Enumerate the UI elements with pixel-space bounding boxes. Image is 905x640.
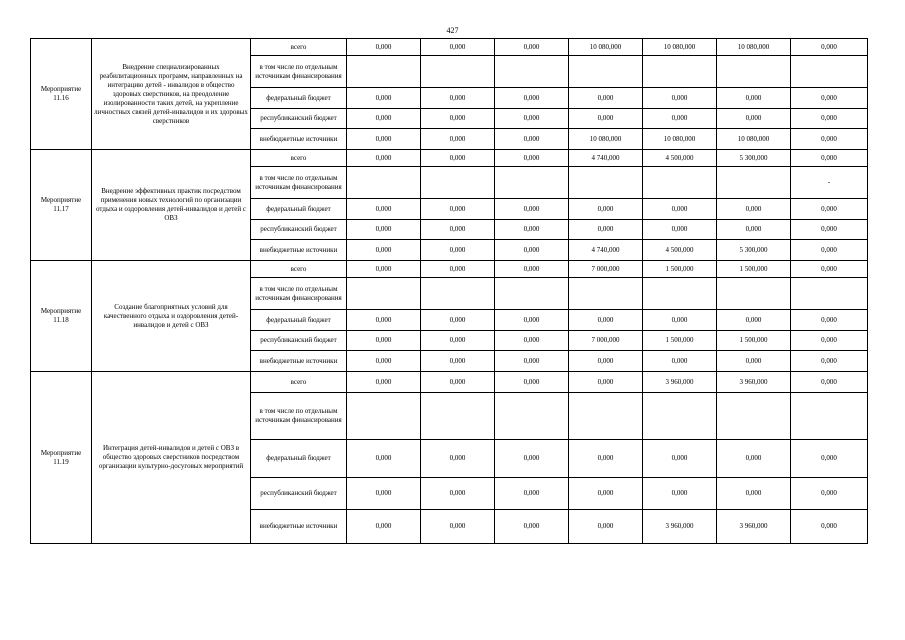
funding-source: внебюджетные источники [251,351,347,372]
amount-cell: 7 000,000 [569,261,643,278]
page-number: 427 [446,26,459,35]
funding-source: всего [251,261,347,278]
amount-cell [347,393,421,440]
amount-cell: 0,000 [347,129,421,150]
amount-cell: 0,000 [421,372,495,393]
funding-source: республиканский бюджет [251,478,347,510]
amount-cell: 0,000 [643,88,717,109]
amount-cell: 0,000 [643,109,717,129]
amount-cell [569,278,643,310]
funding-source: в том числе по отдельным источникам финансирования [251,393,347,440]
amount-cell: 0,000 [421,240,495,261]
amount-cell [421,167,495,199]
amount-cell: 0,000 [495,240,569,261]
amount-cell: 0,000 [495,129,569,150]
amount-cell: 0,000 [347,331,421,351]
amount-cell: 0,000 [421,440,495,478]
amount-cell: 0,000 [421,109,495,129]
measure-id: Мероприятие 11.19 [31,372,92,544]
amount-cell: 5 300,000 [717,150,791,167]
amount-cell: 0,000 [569,440,643,478]
amount-cell [569,167,643,199]
amount-cell [717,56,791,88]
table-row [31,150,868,167]
amount-cell: 0,000 [717,109,791,129]
amount-cell: 7 000,000 [569,331,643,351]
amount-cell: 0,000 [791,129,868,150]
table-row [31,39,868,56]
amount-cell: 0,000 [347,199,421,220]
funding-source: федеральный бюджет [251,88,347,109]
amount-cell: 0,000 [495,150,569,167]
amount-cell: 0,000 [569,88,643,109]
amount-cell: 0,000 [717,220,791,240]
amount-cell: 0,000 [569,478,643,510]
amount-cell: 0,000 [717,440,791,478]
amount-cell: 0,000 [347,510,421,544]
amount-cell: 0,000 [421,150,495,167]
amount-cell: 0,000 [495,199,569,220]
amount-cell: 10 080,000 [569,129,643,150]
amount-cell: 4 740,000 [569,240,643,261]
amount-cell [495,56,569,88]
table-row [31,372,868,393]
amount-cell [643,278,717,310]
amount-cell: 0,000 [421,129,495,150]
amount-cell: 0,000 [791,510,868,544]
amount-cell: 0,000 [347,478,421,510]
amount-cell: - [791,167,868,199]
amount-cell [347,167,421,199]
amount-cell: 0,000 [347,240,421,261]
amount-cell [569,393,643,440]
amount-cell: 0,000 [347,39,421,56]
amount-cell [495,393,569,440]
amount-cell: 0,000 [421,310,495,331]
amount-cell: 0,000 [421,88,495,109]
funding-source: внебюджетные источники [251,129,347,150]
amount-cell: 0,000 [791,220,868,240]
amount-cell: 0,000 [495,478,569,510]
amount-cell: 0,000 [421,331,495,351]
amount-cell [495,167,569,199]
amount-cell: 0,000 [495,109,569,129]
funding-source: федеральный бюджет [251,199,347,220]
amount-cell [421,56,495,88]
amount-cell: 0,000 [569,510,643,544]
amount-cell [347,56,421,88]
amount-cell [569,56,643,88]
amount-cell: 3 960,000 [717,510,791,544]
funding-source: федеральный бюджет [251,310,347,331]
table-row [31,261,868,278]
amount-cell: 0,000 [717,351,791,372]
measure-description: Внедрение эффективных практик посредством применения новых технологий по организации отдыха и оздоровления детей-инвалидов и детей с ОВЗ [92,150,251,261]
amount-cell: 0,000 [347,88,421,109]
amount-cell: 0,000 [421,351,495,372]
amount-cell: 0,000 [643,478,717,510]
amount-cell: 0,000 [495,440,569,478]
amount-cell: 0,000 [643,310,717,331]
funding-source: всего [251,39,347,56]
measure-id: Мероприятие 11.16 [31,39,92,150]
amount-cell: 10 080,000 [643,129,717,150]
amount-cell [717,278,791,310]
amount-cell: 0,000 [643,199,717,220]
amount-cell [717,393,791,440]
amount-cell: 0,000 [643,220,717,240]
amount-cell: 0,000 [569,372,643,393]
amount-cell [347,278,421,310]
amount-cell: 0,000 [791,351,868,372]
amount-cell: 0,000 [717,199,791,220]
amount-cell: 4 500,000 [643,150,717,167]
funding-source: в том числе по отдельным источникам финансирования [251,167,347,199]
amount-cell: 0,000 [347,351,421,372]
funding-source: республиканский бюджет [251,109,347,129]
amount-cell: 0,000 [569,199,643,220]
budget-table [30,38,868,544]
table-body [31,39,868,544]
funding-source: республиканский бюджет [251,220,347,240]
amount-cell [791,278,868,310]
amount-cell: 5 300,000 [717,240,791,261]
amount-cell: 1 500,000 [717,331,791,351]
funding-source: федеральный бюджет [251,440,347,478]
amount-cell: 0,000 [495,310,569,331]
amount-cell: 1 500,000 [717,261,791,278]
amount-cell [791,393,868,440]
amount-cell: 0,000 [347,310,421,331]
amount-cell [717,167,791,199]
amount-cell [495,278,569,310]
amount-cell: 0,000 [791,150,868,167]
amount-cell: 10 080,000 [717,129,791,150]
funding-source: всего [251,372,347,393]
amount-cell: 0,000 [495,261,569,278]
funding-source: внебюджетные источники [251,510,347,544]
amount-cell: 0,000 [569,310,643,331]
amount-cell: 0,000 [495,372,569,393]
amount-cell: 0,000 [421,510,495,544]
amount-cell: 4 740,000 [569,150,643,167]
measure-description: Интеграция детей-инвалидов и детей с ОВЗ в общество здоровых сверстников посредством организации культурно-досуговых мероприятий [92,372,251,544]
measure-id: Мероприятие 11.17 [31,150,92,261]
amount-cell: 0,000 [643,440,717,478]
measure-description: Внедрение специализированных реабилитационных программ, направленных на интеграцию детей - инвалидов в общество здоровых сверстников, на преодоление изолированности таких детей, на укрепление личностных связей детей-инвалидов и их здоровых сверстников [92,39,251,150]
funding-source: республиканский бюджет [251,331,347,351]
amount-cell: 0,000 [791,39,868,56]
amount-cell: 1 500,000 [643,331,717,351]
amount-cell: 0,000 [495,220,569,240]
amount-cell: 3 960,000 [643,372,717,393]
amount-cell: 0,000 [791,331,868,351]
amount-cell [643,393,717,440]
funding-source: в том числе по отдельным источникам финансирования [251,56,347,88]
amount-cell: 3 960,000 [717,372,791,393]
amount-cell: 0,000 [791,88,868,109]
amount-cell: 0,000 [347,109,421,129]
amount-cell: 0,000 [495,39,569,56]
amount-cell: 0,000 [791,372,868,393]
amount-cell: 0,000 [421,478,495,510]
amount-cell: 0,000 [569,109,643,129]
amount-cell: 0,000 [495,88,569,109]
amount-cell: 0,000 [791,199,868,220]
amount-cell: 0,000 [791,261,868,278]
amount-cell: 0,000 [791,240,868,261]
amount-cell: 0,000 [717,310,791,331]
amount-cell: 0,000 [717,478,791,510]
funding-source: внебюджетные источники [251,240,347,261]
amount-cell: 0,000 [347,150,421,167]
amount-cell [643,167,717,199]
amount-cell: 10 080,000 [643,39,717,56]
amount-cell: 0,000 [347,440,421,478]
amount-cell: 0,000 [495,331,569,351]
amount-cell: 0,000 [347,220,421,240]
amount-cell: 0,000 [421,199,495,220]
amount-cell: 0,000 [347,261,421,278]
amount-cell: 0,000 [791,478,868,510]
amount-cell: 0,000 [717,88,791,109]
funding-source: в том числе по отдельным источникам финансирования [251,278,347,310]
amount-cell: 0,000 [495,351,569,372]
amount-cell: 0,000 [569,220,643,240]
amount-cell [643,56,717,88]
measure-description: Создание благоприятных условий для качественного отдыха и оздоровления детей-инвалидов и детей с ОВЗ [92,261,251,372]
amount-cell [421,393,495,440]
amount-cell: 10 080,000 [569,39,643,56]
amount-cell: 0,000 [791,310,868,331]
amount-cell: 0,000 [495,510,569,544]
funding-source: всего [251,150,347,167]
amount-cell: 0,000 [421,261,495,278]
amount-cell: 0,000 [421,39,495,56]
amount-cell: 0,000 [347,372,421,393]
amount-cell [791,56,868,88]
amount-cell: 0,000 [791,440,868,478]
amount-cell: 0,000 [643,351,717,372]
amount-cell [421,278,495,310]
amount-cell: 0,000 [421,220,495,240]
amount-cell: 3 960,000 [643,510,717,544]
amount-cell: 0,000 [791,109,868,129]
amount-cell: 1 500,000 [643,261,717,278]
amount-cell: 10 080,000 [717,39,791,56]
measure-id: Мероприятие 11.18 [31,261,92,372]
amount-cell: 4 500,000 [643,240,717,261]
amount-cell: 0,000 [569,351,643,372]
